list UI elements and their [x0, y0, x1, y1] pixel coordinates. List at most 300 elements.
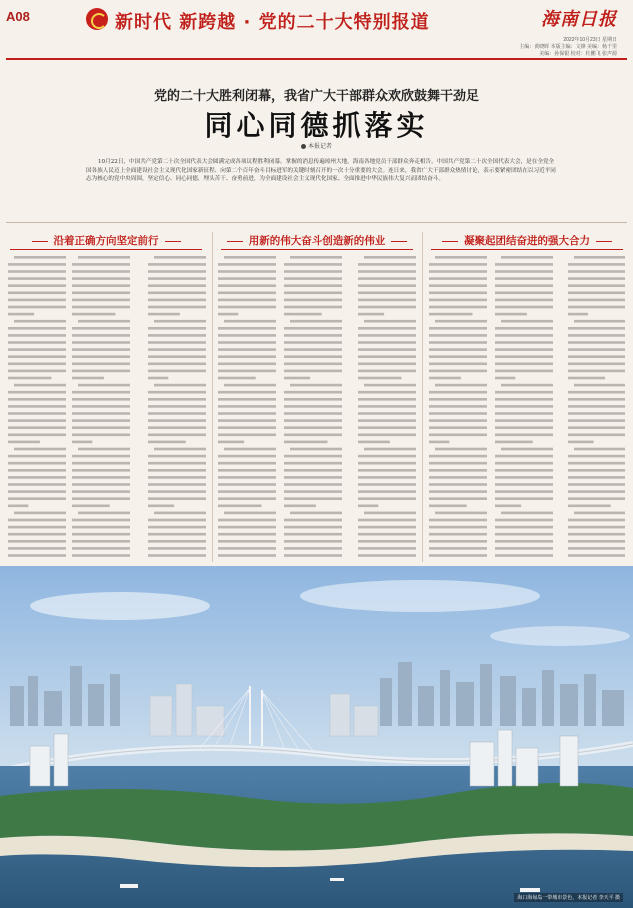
text-line — [568, 554, 625, 557]
text-line — [358, 540, 416, 543]
text-line — [495, 363, 553, 366]
text-line — [495, 306, 553, 309]
text-line — [148, 391, 206, 394]
text-line — [148, 405, 206, 408]
text-line — [72, 533, 130, 536]
text-line — [358, 526, 416, 529]
text-line — [72, 405, 130, 408]
text-line — [148, 462, 206, 465]
text-line — [72, 540, 130, 543]
heading-underline-1 — [10, 249, 202, 250]
text-line — [72, 519, 130, 522]
text-line — [8, 327, 66, 330]
text-line — [8, 426, 66, 429]
text-line — [574, 320, 625, 323]
text-line — [429, 363, 487, 366]
text-line — [429, 419, 487, 422]
text-line — [218, 519, 276, 522]
text-line — [72, 299, 130, 302]
text-line — [8, 370, 66, 373]
text-line — [72, 476, 130, 479]
text-line — [501, 384, 553, 387]
text-line — [8, 334, 66, 337]
text-line — [429, 554, 487, 557]
text-line — [148, 483, 206, 486]
text-line — [284, 554, 342, 557]
text-line — [8, 299, 66, 302]
text-line — [568, 377, 605, 380]
section-banner: 新时代 新跨越 · 党的二十大特别报道 — [115, 12, 430, 33]
text-line — [14, 384, 66, 387]
text-line — [78, 512, 130, 515]
text-line — [495, 455, 553, 458]
text-line — [358, 355, 416, 358]
text-line — [148, 505, 174, 508]
text-line — [429, 370, 487, 373]
text-line — [358, 306, 416, 309]
text-line — [284, 398, 342, 401]
text-line — [8, 505, 28, 508]
text-line — [284, 292, 342, 295]
text-line — [568, 284, 625, 287]
text-line — [148, 334, 206, 337]
text-line — [358, 370, 416, 373]
text-line — [148, 341, 206, 344]
text-line — [435, 384, 487, 387]
text-line — [429, 434, 487, 437]
text-line — [290, 320, 342, 323]
text-line — [429, 292, 487, 295]
text-line — [78, 384, 130, 387]
text-line — [495, 341, 553, 344]
text-line — [78, 320, 130, 323]
text-line — [495, 277, 553, 280]
text-line — [148, 292, 206, 295]
issue-date: 2022年10月23日 星期日 — [563, 37, 617, 43]
text-line — [358, 462, 416, 465]
text-line — [218, 426, 276, 429]
text-line — [218, 284, 276, 287]
text-line — [495, 405, 553, 408]
text-line — [429, 405, 487, 408]
text-line — [429, 355, 487, 358]
text-line — [358, 497, 416, 500]
text-line — [429, 469, 487, 472]
text-line — [72, 497, 130, 500]
text-line — [568, 327, 625, 330]
text-line — [148, 327, 206, 330]
text-line — [568, 490, 625, 493]
text-line — [429, 327, 487, 330]
text-line — [284, 370, 342, 373]
text-line — [568, 526, 625, 529]
text-line — [435, 512, 487, 515]
text-line — [218, 547, 276, 550]
text-line — [72, 462, 130, 465]
text-line — [568, 547, 625, 550]
text-line — [72, 270, 130, 273]
text-line — [72, 377, 104, 380]
text-line — [429, 348, 487, 351]
text-line — [358, 391, 416, 394]
text-line — [8, 526, 66, 529]
text-line — [72, 455, 130, 458]
text-line — [284, 277, 342, 280]
text-line — [495, 284, 553, 287]
text-line — [218, 526, 276, 529]
text-line — [568, 441, 594, 444]
text-line — [495, 533, 553, 536]
text-line — [429, 462, 487, 465]
text-line — [358, 270, 416, 273]
text-line — [429, 277, 487, 280]
header-rule — [6, 58, 627, 60]
text-line — [574, 384, 625, 387]
text-line — [429, 299, 487, 302]
text-line — [495, 334, 553, 337]
text-line — [568, 391, 625, 394]
text-line — [574, 256, 625, 259]
photo-caption: 海口海甸岛一带城市景色，本报记者 李天平 摄 — [514, 893, 623, 902]
text-line — [72, 398, 130, 401]
text-line — [284, 284, 342, 287]
text-line — [358, 277, 416, 280]
text-line — [495, 526, 553, 529]
section-heading-1: 沿着正确方向坚定前行 — [6, 233, 206, 248]
text-line — [148, 277, 206, 280]
text-line — [495, 554, 553, 557]
section-heading-3: 凝聚起团结奋进的强大合力 — [427, 233, 627, 248]
page-number: A08 — [6, 9, 30, 24]
text-line — [218, 306, 276, 309]
text-line — [358, 547, 416, 550]
text-line — [284, 270, 342, 273]
text-line — [429, 505, 467, 508]
text-line — [429, 313, 473, 316]
text-line — [290, 512, 342, 515]
text-line — [495, 483, 553, 486]
text-line — [358, 519, 416, 522]
text-line — [8, 497, 66, 500]
text-line — [568, 341, 625, 344]
text-line — [8, 519, 66, 522]
text-line — [358, 377, 402, 380]
text-line — [284, 334, 342, 337]
text-line — [8, 277, 66, 280]
text-line — [568, 263, 625, 266]
text-line — [218, 462, 276, 465]
text-line — [72, 292, 130, 295]
text-line — [218, 505, 262, 508]
text-line — [568, 313, 588, 316]
text-line — [284, 355, 342, 358]
text-line — [72, 547, 130, 550]
text-line — [284, 434, 342, 437]
text-line — [148, 270, 206, 273]
text-line — [284, 526, 342, 529]
text-line — [495, 505, 521, 508]
text-line — [429, 547, 487, 550]
text-line — [284, 426, 342, 429]
text-line — [148, 263, 206, 266]
text-line — [495, 377, 515, 380]
text-line — [148, 519, 206, 522]
text-line — [72, 313, 116, 316]
text-line — [568, 355, 625, 358]
text-line — [495, 519, 553, 522]
text-line — [218, 419, 276, 422]
text-line — [8, 462, 66, 465]
text-line — [148, 426, 206, 429]
text-line — [495, 426, 553, 429]
text-line — [358, 455, 416, 458]
text-line — [574, 512, 625, 515]
text-line — [148, 547, 206, 550]
text-line — [72, 469, 130, 472]
text-line — [148, 355, 206, 358]
headline-kicker: 党的二十大胜利闭幕，我省广大干部群众欢欣鼓舞干劲足 — [153, 89, 479, 104]
text-line — [290, 384, 342, 387]
text-line — [284, 547, 342, 550]
text-line — [364, 512, 416, 515]
text-line — [8, 355, 66, 358]
text-line — [154, 512, 206, 515]
text-line — [8, 363, 66, 366]
text-line — [8, 398, 66, 401]
text-line — [218, 370, 276, 373]
text-line — [435, 448, 487, 451]
text-line — [358, 299, 416, 302]
text-line — [8, 455, 66, 458]
heading-underline-3 — [431, 249, 623, 250]
text-line — [72, 334, 130, 337]
page-header — [0, 0, 633, 62]
text-line — [72, 263, 130, 266]
text-line — [218, 327, 276, 330]
text-line — [568, 405, 625, 408]
party-emblem-icon — [86, 8, 108, 30]
text-line — [8, 441, 40, 444]
text-line — [218, 412, 276, 415]
text-line — [218, 277, 276, 280]
text-line — [568, 540, 625, 543]
text-line — [218, 341, 276, 344]
text-line — [501, 256, 553, 259]
byline-text: 本报记者 — [307, 143, 332, 150]
text-line — [568, 519, 625, 522]
text-line — [8, 377, 52, 380]
text-line — [8, 434, 66, 437]
text-line — [495, 476, 553, 479]
text-line — [224, 320, 276, 323]
text-line — [284, 497, 342, 500]
text-line — [72, 327, 130, 330]
text-line — [568, 334, 625, 337]
text-line — [8, 263, 66, 266]
text-line — [284, 391, 342, 394]
text-line — [358, 284, 416, 287]
text-line — [495, 348, 553, 351]
text-line — [218, 391, 276, 394]
text-line — [148, 526, 206, 529]
text-line — [429, 391, 487, 394]
text-line — [72, 483, 130, 486]
text-line — [358, 533, 416, 536]
text-line — [574, 448, 625, 451]
text-line — [148, 441, 186, 444]
text-line — [218, 299, 276, 302]
text-line — [218, 270, 276, 273]
text-line — [284, 533, 342, 536]
text-line — [72, 554, 130, 557]
text-line — [429, 483, 487, 486]
text-line — [72, 277, 130, 280]
text-line — [218, 398, 276, 401]
text-line — [218, 355, 276, 358]
text-line — [568, 455, 625, 458]
text-line — [72, 441, 92, 444]
text-line — [429, 270, 487, 273]
text-line — [568, 434, 625, 437]
text-line — [429, 398, 487, 401]
text-line — [358, 426, 416, 429]
text-line — [358, 505, 378, 508]
text-line — [358, 419, 416, 422]
text-line — [218, 455, 276, 458]
text-line — [148, 434, 206, 437]
text-line — [148, 313, 180, 316]
text-line — [8, 313, 34, 316]
text-line — [8, 469, 66, 472]
text-line — [495, 398, 553, 401]
text-line — [148, 284, 206, 287]
text-line — [358, 412, 416, 415]
text-line — [495, 391, 553, 394]
text-line — [284, 363, 342, 366]
text-line — [429, 455, 487, 458]
text-line — [218, 434, 276, 437]
text-line — [284, 469, 342, 472]
text-line — [8, 547, 66, 550]
text-line — [224, 512, 276, 515]
text-line — [429, 526, 487, 529]
text-line — [429, 497, 487, 500]
text-line — [72, 426, 130, 429]
text-line — [501, 512, 553, 515]
text-line — [358, 469, 416, 472]
text-line — [148, 497, 206, 500]
text-line — [14, 512, 66, 515]
text-line — [429, 490, 487, 493]
text-line — [568, 462, 625, 465]
text-line — [290, 256, 342, 259]
text-line — [8, 533, 66, 536]
text-line — [358, 341, 416, 344]
text-line — [218, 476, 276, 479]
text-line — [218, 363, 276, 366]
text-line — [568, 419, 625, 422]
headline-title: 同心同德抓落实 — [204, 109, 429, 142]
text-line — [568, 306, 625, 309]
text-line — [284, 412, 342, 415]
text-line — [8, 554, 66, 557]
text-line — [72, 412, 130, 415]
text-line — [429, 540, 487, 543]
text-line — [429, 377, 461, 380]
text-line — [154, 384, 206, 387]
text-line — [568, 505, 611, 508]
text-line — [72, 526, 130, 529]
text-line — [429, 533, 487, 536]
text-line — [224, 384, 276, 387]
text-line — [435, 320, 487, 323]
text-line — [358, 292, 416, 295]
text-line — [284, 299, 342, 302]
text-line — [154, 320, 206, 323]
text-line — [218, 313, 238, 316]
text-line — [429, 412, 487, 415]
text-line — [284, 263, 342, 266]
text-line — [358, 327, 416, 330]
editor-credits: 主编：黄晓晖 本版主编：文锋 美编：杨千里 — [519, 44, 617, 50]
text-line — [568, 533, 625, 536]
text-line — [148, 377, 168, 380]
text-line — [568, 476, 625, 479]
text-line — [218, 497, 276, 500]
text-line — [78, 448, 130, 451]
text-line — [358, 476, 416, 479]
city-skyline-photo — [0, 566, 633, 908]
text-line — [148, 469, 206, 472]
text-line — [284, 306, 342, 309]
text-line — [429, 476, 487, 479]
text-line — [429, 441, 449, 444]
text-line — [78, 256, 130, 259]
text-line — [218, 441, 244, 444]
text-line — [224, 256, 276, 259]
text-line — [358, 490, 416, 493]
text-line — [284, 313, 322, 316]
text-line — [148, 476, 206, 479]
text-line — [358, 434, 416, 437]
text-line — [14, 448, 66, 451]
text-line — [218, 483, 276, 486]
text-line — [8, 292, 66, 295]
text-line — [8, 540, 66, 543]
text-line — [8, 306, 66, 309]
text-line — [358, 441, 390, 444]
text-line — [154, 448, 206, 451]
text-line — [358, 334, 416, 337]
text-line — [429, 334, 487, 337]
text-line — [495, 540, 553, 543]
text-line — [568, 412, 625, 415]
text-line — [8, 405, 66, 408]
text-line — [495, 299, 553, 302]
text-line — [290, 448, 342, 451]
text-line — [218, 292, 276, 295]
byline — [0, 141, 633, 150]
text-line — [568, 270, 625, 273]
text-line — [358, 313, 384, 316]
text-line — [284, 476, 342, 479]
text-line — [284, 405, 342, 408]
text-line — [148, 533, 206, 536]
text-line — [495, 462, 553, 465]
text-line — [429, 341, 487, 344]
text-line — [72, 505, 110, 508]
text-line — [72, 363, 130, 366]
